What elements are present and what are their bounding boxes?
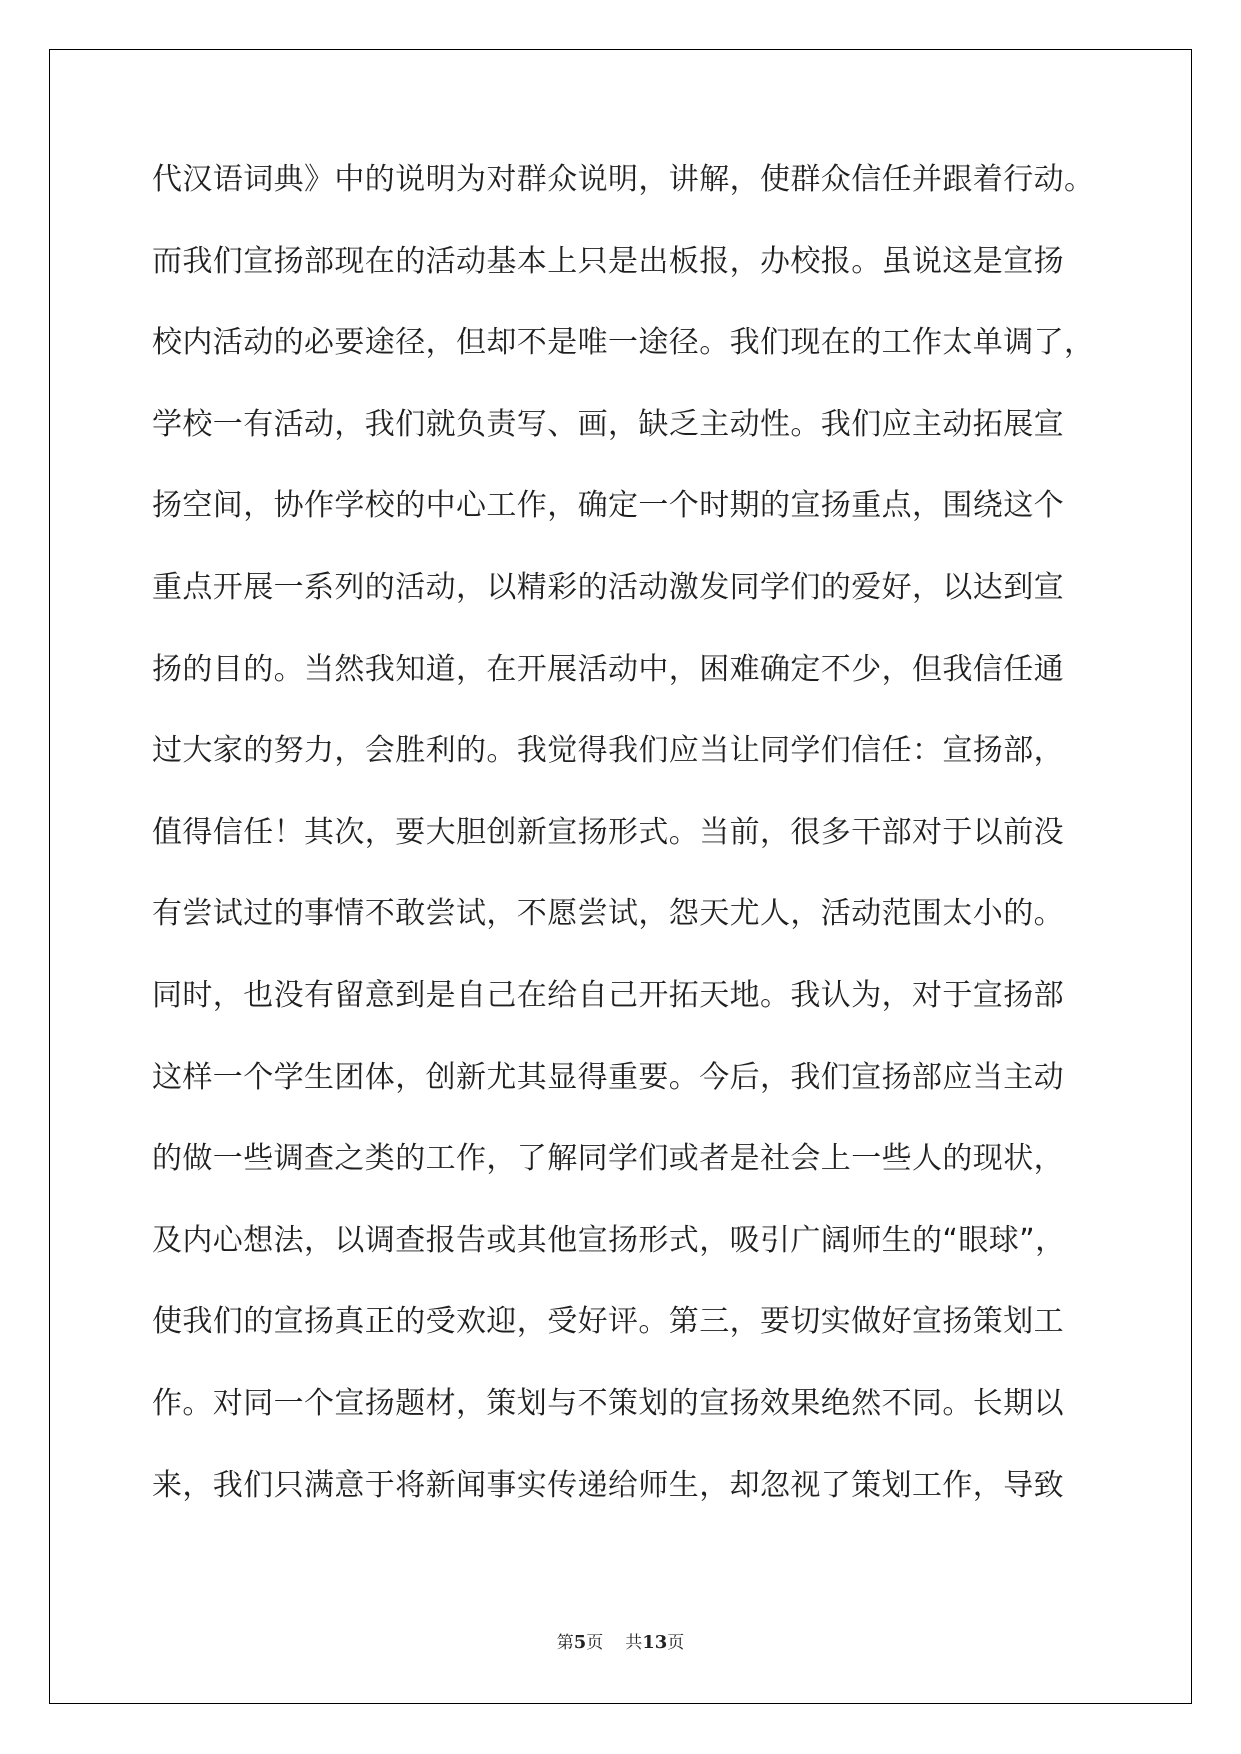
text-line-5: 扬空间，协作学校的中心工作，确定一个时期的宣扬重点，围绕这个 — [152, 488, 1064, 524]
text-line-7: 扬的目的。当然我知道，在开展活动中，困难确定不少，但我信任通 — [152, 651, 1064, 687]
text-line-3: 校内活动的必要途径，但却不是唯一途径。我们现在的工作太单调了， — [152, 325, 1095, 361]
text-line-15: 使我们的宣扬真正的受欢迎，受好评。第三，要切实做好宣扬策划工 — [152, 1304, 1064, 1340]
text-line-8: 过大家的努力，会胜利的。我觉得我们应当让同学们信任：宣扬部， — [152, 733, 1064, 769]
text-line-9: 值得信任！其次，要大胆创新宣扬形式。当前，很多干部对于以前没 — [152, 814, 1064, 850]
total-suffix: 页 — [667, 1633, 685, 1653]
text-line-16: 作。对同一个宣扬题材，策划与不策划的宣扬效果绝然不同。长期以 — [152, 1385, 1064, 1421]
text-line-6: 重点开展一系列的活动，以精彩的活动激发同学们的爱好，以达到宣 — [152, 569, 1064, 605]
total-page-count: 13 — [642, 1632, 668, 1653]
text-line-1: 代汉语词典》中的说明为对群众说明，讲解，使群众信任并跟着行动。 — [152, 162, 1095, 197]
text-line-11: 同时，也没有留意到是自己在给自己开拓天地。我认为，对于宣扬部 — [152, 977, 1064, 1013]
total-prefix: 共 — [625, 1633, 643, 1653]
body-text — [152, 155, 1102, 1542]
page-footer — [0, 1628, 1241, 1653]
current-page-number: 5 — [573, 1632, 587, 1653]
text-line-4: 学校一有活动，我们就负责写、画，缺乏主动性。我们应主动拓展宣 — [152, 406, 1064, 442]
text-line-17: 来，我们只满意于将新闻事实传递给师生，却忽视了策划工作，导致 — [152, 1467, 1064, 1503]
text-line-10: 有尝试过的事情不敢尝试，不愿尝试，怨天尤人，活动范围太小的。 — [152, 896, 1064, 932]
text-line-2: 而我们宣扬部现在的活动基本上只是出板报，办校报。虽说这是宣扬 — [152, 243, 1064, 279]
page-suffix: 页 — [586, 1633, 604, 1653]
text-line-13: 的做一些调查之类的工作，了解同学们或者是社会上一些人的现状， — [152, 1141, 1064, 1177]
text-line-14: 及内心想法，以调查报告或其他宣扬形式，吸引广阔师生的“眼球”， — [152, 1222, 1066, 1258]
page-prefix: 第 — [556, 1633, 574, 1653]
text-line-12: 这样一个学生团体，创新尤其显得重要。今后，我们宣扬部应当主动 — [152, 1059, 1064, 1095]
